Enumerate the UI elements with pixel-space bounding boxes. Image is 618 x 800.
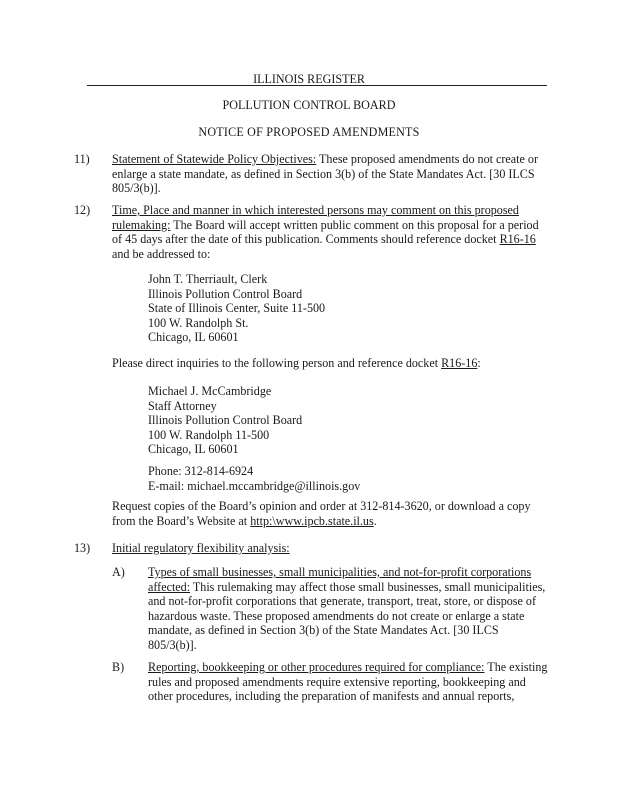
header-rule <box>87 85 547 86</box>
item-12-docket: R16-16 <box>499 232 536 247</box>
inquiries-text: Please direct inquiries to the following person and reference docket <box>112 356 442 370</box>
item-12-body-end: and be addressed to: <box>112 246 211 261</box>
clerk-address-line: Illinois Pollution Control Board <box>148 286 303 301</box>
subitem-a-label: A) <box>112 565 125 579</box>
item-12-paragraph <box>112 203 549 261</box>
item-11-number: 11) <box>74 152 90 166</box>
subitem-a-body: This rulemaking may affect those small businesses, small municipalities, and not-for-profit corporations that generate, transport, treat, store, or dispose of hazardous waste. These proposed amendments do not create or enlarge a state mandate, as defined in Section 3(b) of the State Mandates Act. [30 ILCS 805/3(b)]. <box>148 579 546 652</box>
item-13-number: 13) <box>74 541 91 555</box>
notice-title: NOTICE OF PROPOSED AMENDMENTS <box>198 125 420 139</box>
subitem-a-paragraph <box>148 565 548 653</box>
contact-address-line: 100 W. Randolph 11-500 <box>148 427 270 442</box>
contact-address-line: Staff Attorney <box>148 398 217 413</box>
clerk-address <box>148 272 548 345</box>
email-line: E-mail: michael.mccambridge@illinois.gov <box>148 478 361 493</box>
item-11-heading: Statement of Statewide Policy Objectives: <box>112 152 317 166</box>
clerk-address-line: State of Illinois Center, Suite 11-500 <box>148 301 326 316</box>
clerk-address-line: Chicago, IL 60601 <box>148 330 239 345</box>
inquiries-paragraph <box>112 356 549 371</box>
item-12-body: The Board will accept written public comment on this proposal for a period of 45 days after the date of this publication. Comments should reference docket <box>112 217 539 247</box>
board-name: POLLUTION CONTROL BOARD <box>222 98 396 112</box>
subitem-b-label: B) <box>112 660 125 674</box>
register-title: ILLINOIS REGISTER <box>253 72 365 86</box>
inquiries-end: : <box>477 356 481 370</box>
copies-text: Request copies of the Board’s opinion and order at 312-814-3620, or download a copy from the Board’s Website at <box>112 499 531 528</box>
item-11-paragraph <box>112 152 549 196</box>
subitem-b-paragraph <box>148 660 548 704</box>
copies-end: . <box>373 513 377 528</box>
copies-paragraph <box>112 499 549 528</box>
contact-address-line: Chicago, IL 60601 <box>148 442 239 457</box>
clerk-address-line: John T. Therriault, Clerk <box>148 272 268 286</box>
contact-details <box>148 464 548 493</box>
inquiries-docket: R16-16 <box>441 356 478 370</box>
item-13-heading-wrap <box>112 541 549 556</box>
item-12-heading: Time, Place and manner in which interested persons may comment on this proposed rulemaking: <box>112 203 519 232</box>
item-13-heading: Initial regulatory flexibility analysis: <box>112 541 290 555</box>
contact-address <box>148 384 548 457</box>
subitem-b-body: The existing rules and proposed amendments require extensive reporting, bookkeeping and other procedures, including the preparation of manifests and annual reports, <box>148 660 548 704</box>
subitem-a-heading: Types of small businesses, small municipalities, and not-for-profit corporations affected: <box>148 565 532 594</box>
clerk-address-line: 100 W. Randolph St. <box>148 315 249 330</box>
contact-address-line: Illinois Pollution Control Board <box>148 413 303 428</box>
subitem-b-heading: Reporting, bookkeeping or other procedures required for compliance: <box>148 660 485 674</box>
contact-address-line: Michael J. McCambridge <box>148 384 272 398</box>
phone-line: Phone: 312-814-6924 <box>148 464 254 478</box>
item-12-number: 12) <box>74 203 91 217</box>
item-11-body: These proposed amendments do not create or enlarge a state mandate, as defined in Section 3(b) of the State Mandates Act. [30 ILCS 805/3(b)]. <box>112 152 538 196</box>
website-link[interactable]: http:\www.ipcb.state.il.us <box>250 513 374 528</box>
